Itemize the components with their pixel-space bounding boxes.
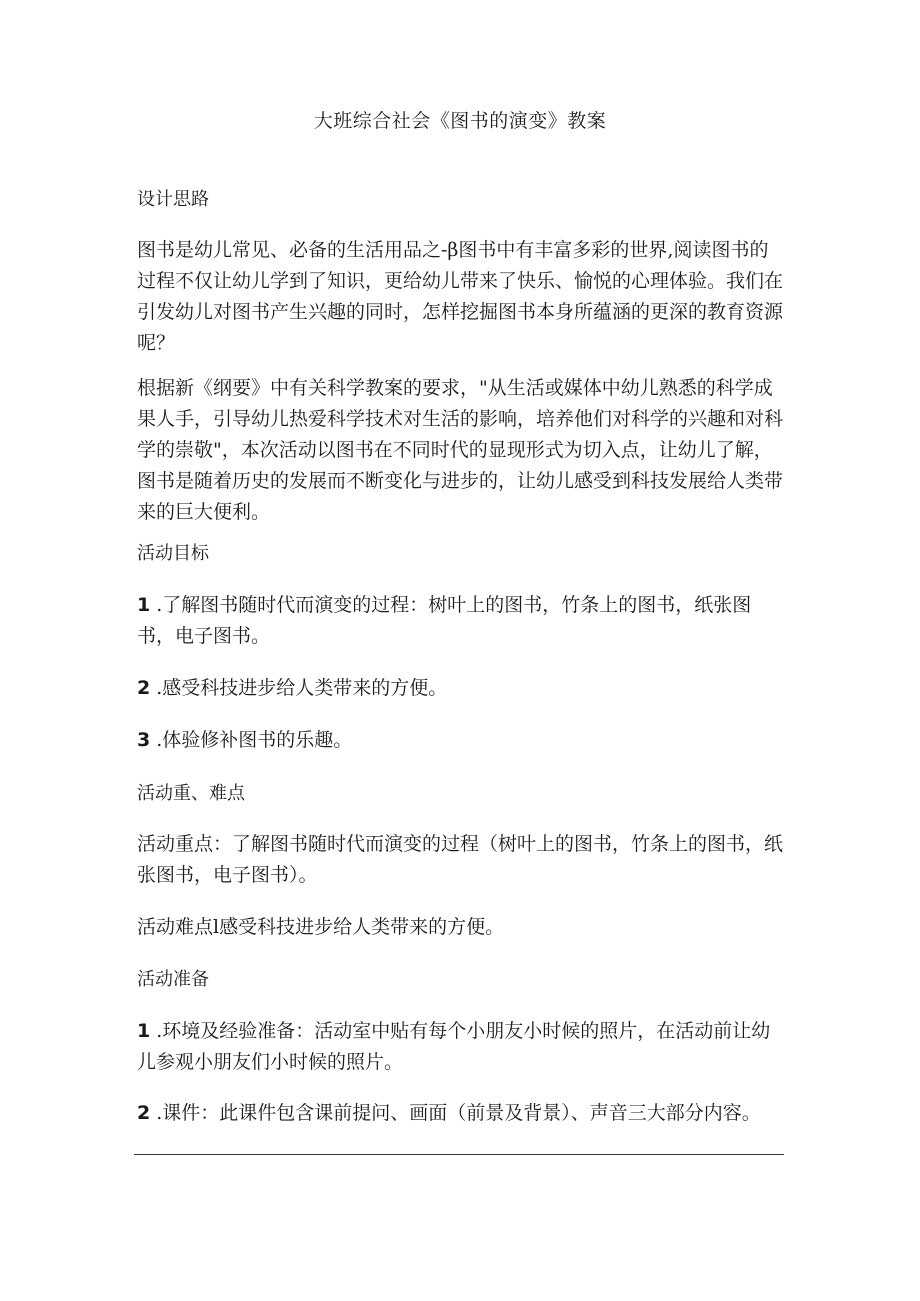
footer-rule (134, 1154, 784, 1155)
goal-item-2-number: 2 (137, 677, 151, 699)
design-paragraph-2: 根据新《纲要》中有关科学教案的要求，"从生活或媒体中幼儿熟悉的科学成果人手，引导幼儿热爱科学技术对生活的影响，培养他们对科学的兴趣和对科学的崇敬"，本次活动以图书在不同时代的显现形式为切入点，让幼儿了解，图书是随着历史的发展而不断变化与进步的，让幼儿感受到科技发展给人类带来的巨大便利。 (137, 377, 784, 523)
goal-item-3 (137, 725, 787, 756)
prep-item-2-text: .课件：此课件包含课前提问、画面（前景及背景）、声音三大部分内容。 (156, 1102, 761, 1124)
key-difficulty-paragraph: 活动难点l感受科技进步给人类带来的方便。 (137, 916, 505, 938)
prep-item-2 (137, 1098, 787, 1129)
goal-item-1-number: 1 (137, 594, 151, 616)
document-title: 大班综合社会《图书的演变》教案 (313, 110, 607, 132)
prep-item-1 (137, 1016, 787, 1078)
goal-item-1 (137, 590, 787, 652)
section-heading-prep: 活动准备 (137, 969, 209, 990)
prep-item-1-text: .环境及经验准备：活动室中贴有每个小朋友小时候的照片，在活动前让幼儿参观小朋友们小时候的照片。 (137, 1020, 771, 1073)
goal-item-2 (137, 673, 787, 704)
goal-item-1-text: .了解图书随时代而演变的过程：树叶上的图书，竹条上的图书，纸张图书，电子图书。 (137, 594, 752, 647)
key-focus-paragraph: 活动重点：了解图书随时代而演变的过程（树叶上的图书，竹条上的图书，纸张图书，电子图书）。 (137, 833, 784, 886)
section-heading-key-points: 活动重、难点 (137, 783, 245, 804)
prep-item-2-number: 2 (137, 1102, 151, 1124)
section-heading-goals: 活动目标 (137, 543, 209, 564)
section-heading-design: 设计思路 (137, 189, 209, 210)
design-paragraph-1: 图书是幼儿常见、必备的生活用品之-β图书中有丰富多彩的世界,阅读图书的过程不仅让幼儿学到了知识，更给幼儿带来了快乐、愉悦的心理体验。我们在引发幼儿对图书产生兴趣的同时，怎样挖掘图书本身所蕴涵的更深的教育资源呢？ (137, 239, 784, 354)
goal-item-3-text: .体验修补图书的乐趣。 (156, 729, 353, 751)
goal-item-2-text: .感受科技进步给人类带来的方便。 (156, 677, 448, 699)
goal-item-3-number: 3 (137, 729, 151, 751)
prep-item-1-number: 1 (137, 1020, 151, 1042)
